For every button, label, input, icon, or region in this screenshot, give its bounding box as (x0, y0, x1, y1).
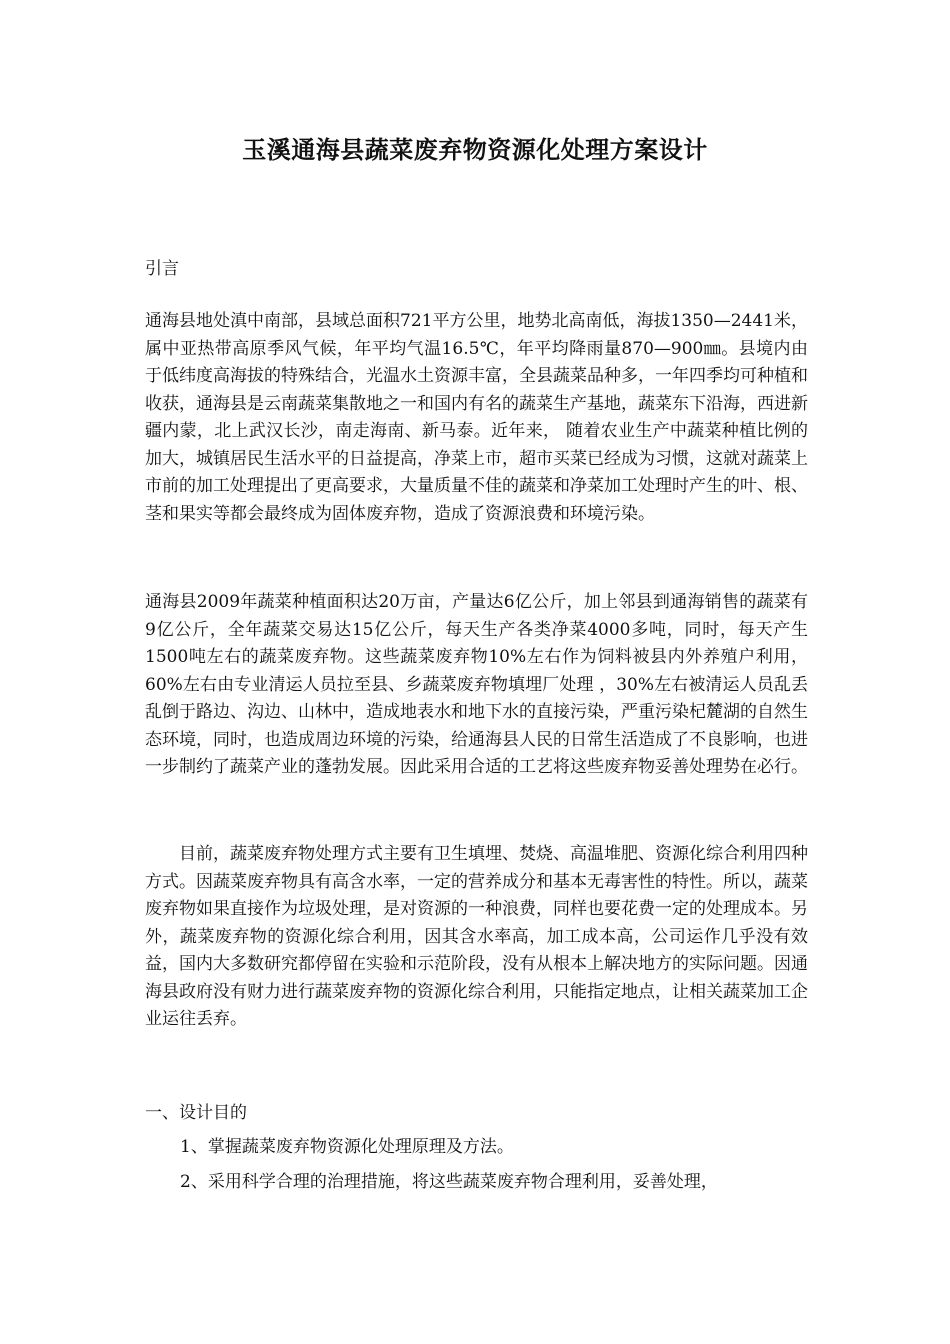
section-1-item-2: 2、采用科学合理的治理措施，将这些蔬菜废弃物合理利用，妥善处理， (180, 1172, 718, 1192)
intro-heading: 引言 (145, 259, 179, 279)
paragraph-2: 通海县2009年蔬菜种植面积达20万亩，产量达6亿公斤，加上邻县到通海销售的蔬菜有9亿公斤，全年蔬菜交易达15亿公斤，每天生产各类净菜4000多吨，同时，每天产生1500吨左右的蔬菜废弃物。这些蔬菜废弃物10%左右作为饲料被县内外养殖户利用，60%左右由专业清运人员拉至县、乡蔬菜废弃物填埋厂处理 ，30%左右被清运人员乱丢乱倒于路边、沟边、山林中，造成地表水和地下水的直接污染，严重污染杞麓湖的自然生态环境，同时，也造成周边环境的污染，给通海县人民的日常生活造成了不良影响，也进一步制约了蔬菜产业的蓬勃发展。因此采用合适的工艺将这些废弃物妥善处理势在必行。 (145, 592, 808, 777)
paragraph-3: 目前，蔬菜废弃物处理方式主要有卫生填埋、焚烧、高温堆肥、资源化综合利用四种方式。因蔬菜废弃物具有高含水率，一定的营养成分和基本无毒害性的特性。所以，蔬菜废弃物如果直接作为垃圾处理，是对资源的一种浪费，同样也要花费一定的处理成本。另外，蔬菜废弃物的资源化综合利用，因其含水率高，加工成本高，公司运作几乎没有效益，国内大多数研究都停留在实验和示范阶段，没有从根本上解决地方的实际问题。因通海县政府没有财力进行蔬菜废弃物的资源化综合利用，只能指定地点，让相关蔬菜加工企业运往丢弃。 (145, 844, 808, 1029)
section-1-item-1: 1、掌握蔬菜废弃物资源化处理原理及方法。 (180, 1137, 514, 1157)
section-1-heading: 一、设计目的 (145, 1103, 247, 1123)
document-title: 玉溪通海县蔬菜废弃物资源化处理方案设计 (242, 135, 708, 164)
paragraph-1: 通海县地处滇中南部，县域总面积721平方公里，地势北高南低，海拔1350—2441米，属中亚热带高原季风气候，年平均气温16.5℃，年平均降雨量870—900㎜。县境内由于低纬度高海拔的特殊结合，光温水土资源丰富，全县蔬菜品种多，一年四季均可种植和收获，通海县是云南蔬菜集散地之一和国内有名的蔬菜生产基地，蔬菜东下沿海，西进新疆内蒙，北上武汉长沙，南走海南、新马泰。近年来， 随着农业生产中蔬菜种植比例的加大，城镇居民生活水平的日益提高，净菜上市，超市买菜已经成为习惯，这就对蔬菜上市前的加工处理提出了更高要求，大量质量不佳的蔬菜和净菜加工处理时产生的叶、根、茎和果实等都会最终成为固体废弃物，造成了资源浪费和环境污染。 (145, 311, 808, 524)
